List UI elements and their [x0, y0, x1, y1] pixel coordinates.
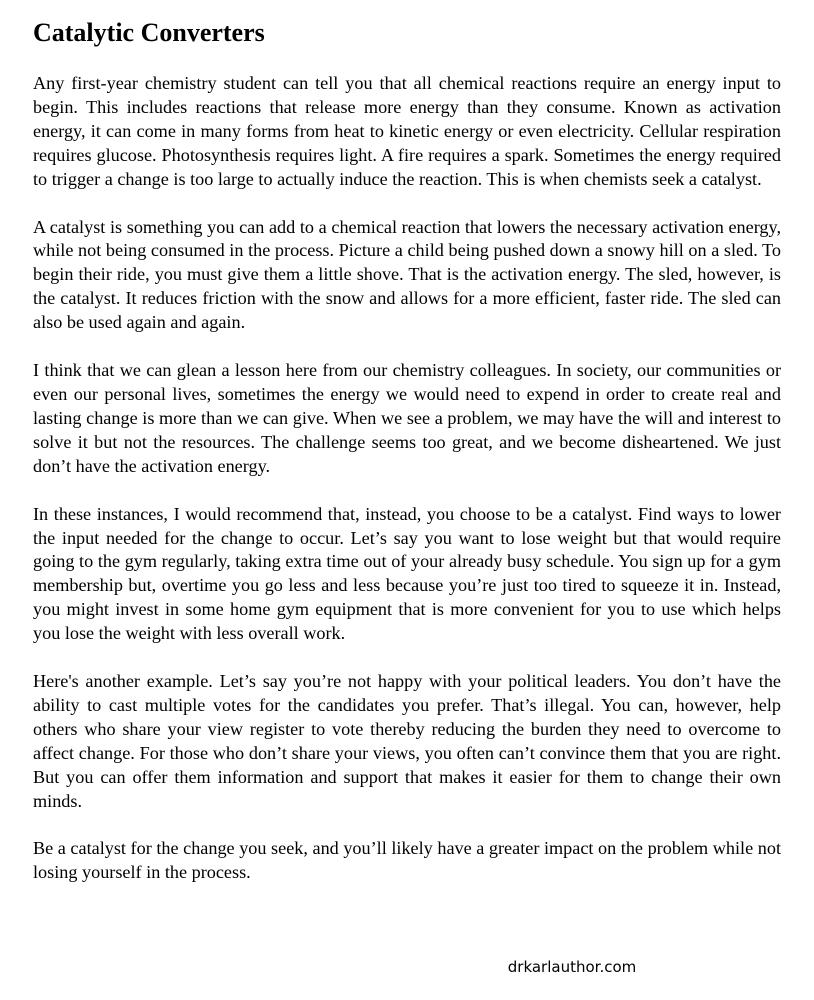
page-title: Catalytic Converters — [33, 18, 265, 47]
paragraph-3: I think that we can glean a lesson here from our chemistry colleagues. In society, our communities or even our personal lives, sometimes the energy we would need to expend in order to create real and lasting change is more than we can give. When we see a problem, we may have the will and interest to solve it but not the resources. The challenge seems too great, and we become disheartened. We just don’t have the activation energy. — [33, 360, 781, 476]
paragraph-6: Be a catalyst for the change you seek, and you’ll likely have a greater impact on the problem while not losing yourself in the process. — [33, 838, 781, 883]
paragraph-5: Here's another example. Let’s say you’re not happy with your political leaders. You don’t have the ability to cast multiple votes for the candidates you prefer. That’s illegal. You can, however, help others who share your view register to vote thereby reducing the burden they need to overcome to affect change. For those who don’t share your views, you often can’t convince them that you are right. But you can offer them information and support that makes it easier for them to change their own minds. — [33, 671, 781, 811]
paragraph-1: Any first-year chemistry student can tell you that all chemical reactions require an energy input to begin. This includes reactions that release more energy than they consume. Known as activation energy, it can come in many forms from heat to kinetic energy or even electricity. Cellular respiration requires glucose. Photosynthesis requires light. A fire requires a spark. Sometimes the energy required to trigger a change is too large to actually induce the reaction. This is when chemists seek a catalyst. — [33, 73, 781, 189]
document-page — [33, 16, 781, 909]
paragraph-2: A catalyst is something you can add to a chemical reaction that lowers the necessary activation energy, while not being consumed in the process. Picture a child being pushed down a snowy hill on a sled. To begin their ride, you must give them a little shove. That is the activation energy. The sled, however, is the catalyst. It reduces friction with the snow and allows for a more efficient, faster ride. The sled can also be used again and again. — [33, 216, 781, 333]
paragraph-4: In these instances, I would recommend that, instead, you choose to be a catalyst. Find ways to lower the input needed for the change to occur. Let’s say you want to lose weight but that would require going to the gym regularly, taking extra time out of your already busy schedule. You sign up for a gym membership but, overtime you go less and less because you’re just too tired to squeeze it in. Instead, you might invest in some home gym equipment that is more convenient for you to use which helps you lose the weight with less overall work. — [33, 503, 781, 644]
footer-website: drkarlauthor.com — [507, 958, 637, 976]
